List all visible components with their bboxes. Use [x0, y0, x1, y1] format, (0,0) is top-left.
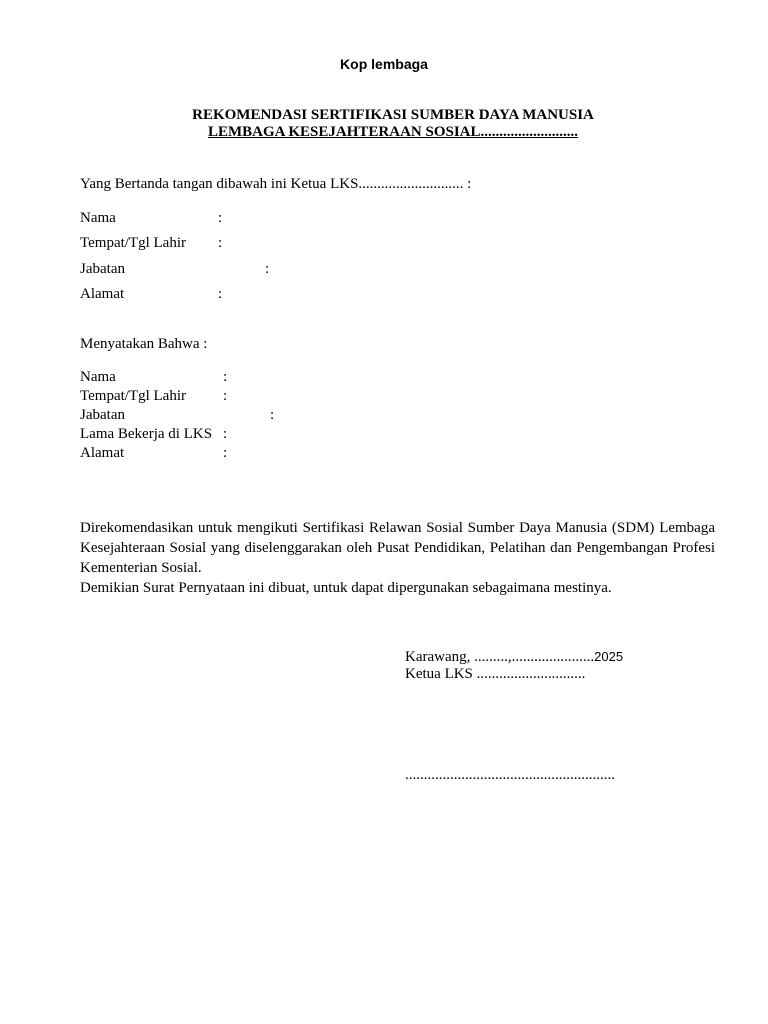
signature-place-date [405, 650, 623, 665]
document-title-line2: LEMBAGA KESEJAHTERAAN SOSIAL.......................... [207, 124, 579, 140]
field-colon: : [270, 407, 275, 423]
statement-text: Menyatakan Bahwa : [80, 336, 208, 352]
field-colon: : [218, 210, 223, 226]
field-colon: : [223, 445, 228, 461]
field-label: Alamat [80, 445, 125, 461]
signature-line: ........................................................ [405, 767, 615, 783]
body-paragraph: Direkomendasikan untuk mengikuti Sertifikasi Relawan Sosial Sumber Daya Manusia (SDM) Lembaga Kesejahteraan Sosial yang diselenggarakan oleh Pusat Pendidikan, Pelatihan dan Pengembangan Profesi Kementerian Sosial. [80, 520, 715, 576]
field-colon: : [223, 388, 228, 404]
field-label: Tempat/Tgl Lahir [80, 388, 186, 404]
field-colon: : [223, 426, 228, 442]
field-label: Alamat [80, 286, 125, 302]
year-text: 2025 [594, 649, 624, 664]
field-label: Tempat/Tgl Lahir [80, 235, 186, 251]
field-label: Lama Bekerja di LKS [80, 426, 213, 442]
field-label: Nama [80, 369, 116, 385]
field-label: Nama [80, 210, 116, 226]
field-colon: : [218, 286, 223, 302]
closing-paragraph: Demikian Surat Pernyataan ini dibuat, untuk dapat dipergunakan sebagaimana mestinya. [80, 580, 612, 596]
letterhead: Kop lembaga [340, 56, 428, 72]
place-date-text: Karawang, .........,...................... [405, 649, 595, 665]
field-label: Jabatan [80, 407, 125, 423]
field-label: Jabatan [80, 261, 125, 277]
field-colon: : [218, 235, 223, 251]
document-title-line1: REKOMENDASI SERTIFIKASI SUMBER DAYA MANUSIA [192, 107, 594, 123]
signature-role: Ketua LKS ............................. [405, 666, 586, 682]
intro-text: Yang Bertanda tangan dibawah ini Ketua LKS............................ : [80, 176, 472, 192]
field-colon: : [223, 369, 228, 385]
field-colon: : [265, 261, 270, 277]
